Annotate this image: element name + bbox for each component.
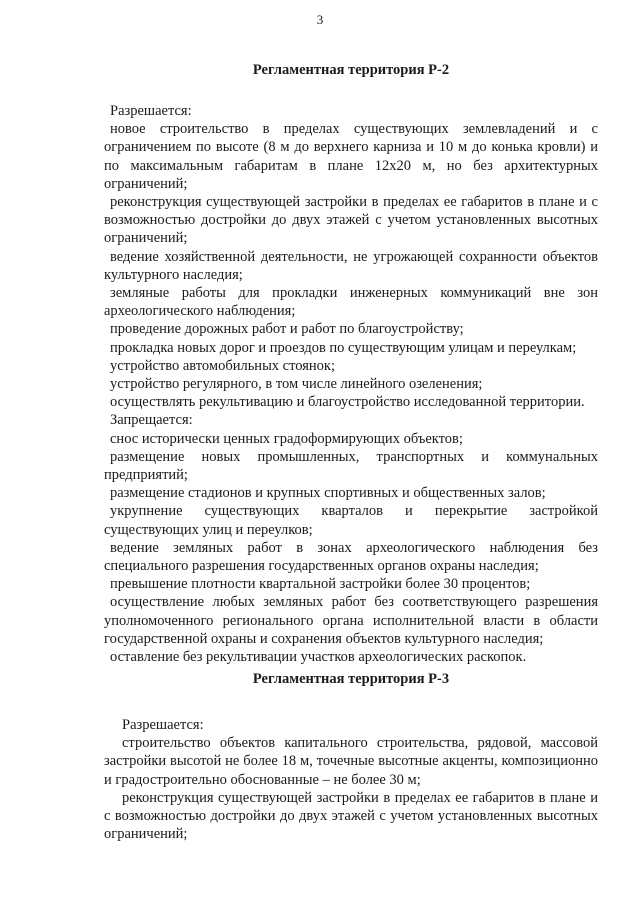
section-title: Регламентная территория Р-3 [252, 671, 450, 687]
list-item: земляные работы для прокладки инженерных коммуникаций вне зон археологического наблюдения; [104, 285, 598, 320]
list-item: ведение земляных работ в зонах археологического наблюдения без специального разрешения государственных органов охраны наследия; [104, 539, 598, 575]
allowed-list [104, 734, 598, 843]
list-item: проведение дорожных работ и работ по благоустройству; [110, 321, 464, 338]
allowed-label: Разрешается: [122, 717, 204, 733]
list-item: осуществлять рекультивацию и благоустройство исследованной территории. [110, 394, 585, 411]
list-item: оставление без рекультивации участков археологических раскопок. [110, 649, 527, 666]
allowed-list [104, 120, 598, 411]
list-item: строительство объектов капитального строительства, рядовой, массовой застройки высотой не более 18 м, точечные высотные акценты, композиционно и градостроительно обоснованные – не более 30 м; [104, 735, 598, 788]
allowed-label: Разрешается: [110, 103, 192, 119]
list-item: устройство регулярного, в том числе линейного озеленения; [110, 376, 483, 393]
list-item: размещение стадионов и крупных спортивных и общественных залов; [110, 485, 546, 502]
list-item: превышение плотности квартальной застройки более 30 процентов; [110, 576, 531, 593]
section-title: Регламентная территория Р-2 [252, 62, 450, 78]
list-item: размещение новых промышленных, транспортных и коммунальных предприятий; [104, 448, 598, 484]
list-item: реконструкция существующей застройки в пределах ее габаритов в плане и с возможностью достройки до двух этажей с учетом установленных высотных ограничений; [104, 194, 598, 247]
list-item: ведение хозяйственной деятельности, не угрожающей сохранности объектов культурного наследия; [104, 248, 598, 283]
list-item: прокладка новых дорог и проездов по существующим улицам и переулкам; [110, 339, 577, 356]
list-item: устройство автомобильных стоянок; [110, 357, 335, 374]
list-item: осуществление любых земляных работ без соответствующего разрешения уполномоченного регионального органа исполнительной власти в области государственной охраны и сохранения объектов культурного наследия; [104, 594, 598, 647]
list-item: новое строительство в пределах существующих землевладений и с ограничением по высоте (8 м до верхнего карниза и 10 м до конька кровли) и по максимальным габаритам в плане 12х20 м, но без архитектурных ограничений; [104, 121, 598, 192]
list-item: снос исторически ценных градоформирующих объектов; [110, 430, 463, 447]
list-item: реконструкция существующей застройки в пределах ее габаритов в плане и с возможностью достройки до двух этажей с учетом установленных высотных ограничений; [104, 789, 598, 843]
list-item: укрупнение существующих кварталов и перекрытие застройкой существующих улиц и переулков; [104, 503, 598, 538]
page-number: 3 [316, 12, 324, 27]
section-r3 [104, 671, 598, 843]
forbidden-list [104, 430, 598, 667]
section-r2 [104, 62, 598, 666]
forbidden-label: Запрещается: [110, 412, 193, 429]
